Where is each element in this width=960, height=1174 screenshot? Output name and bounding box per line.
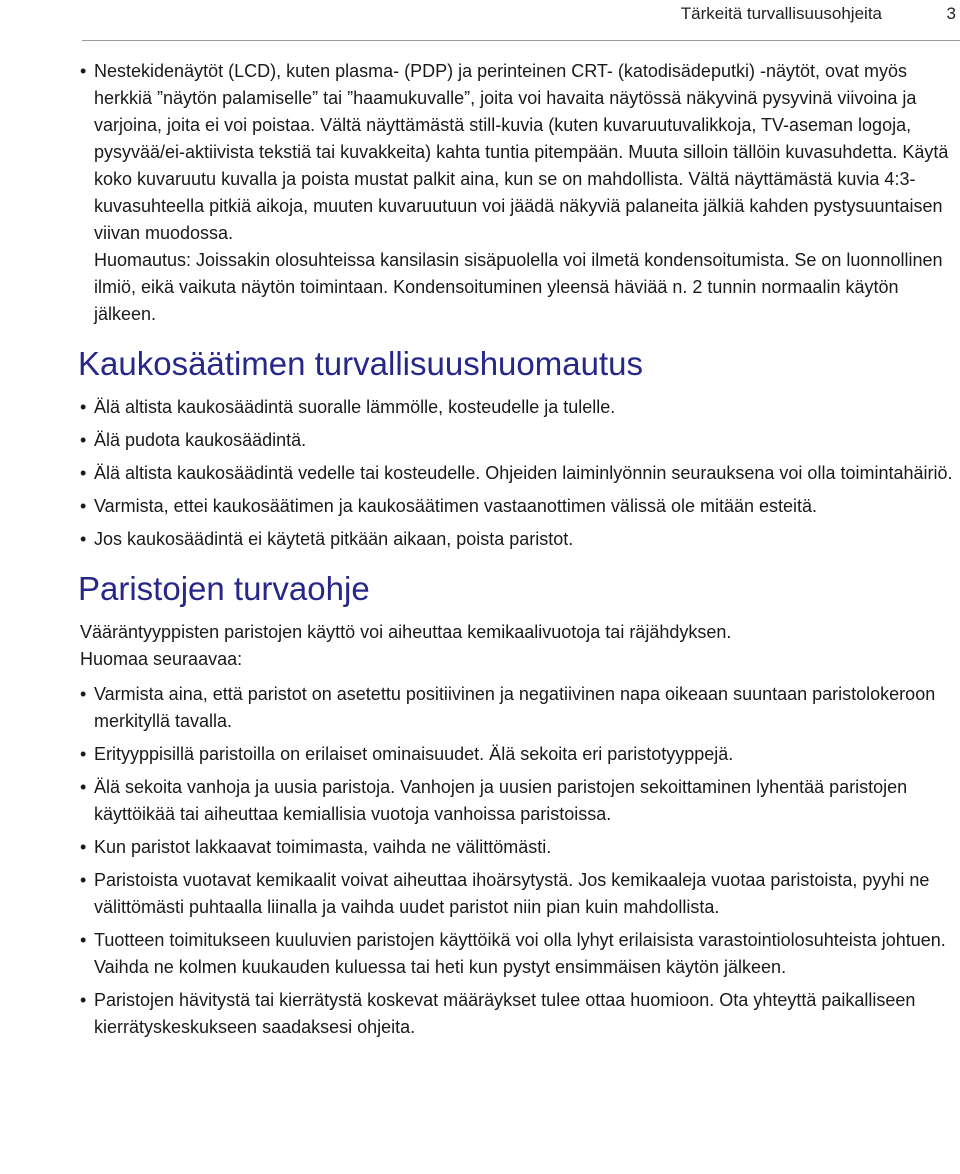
list-item (80, 526, 958, 553)
list-item (80, 741, 958, 768)
bullet-icon: • (80, 930, 87, 950)
list-item-text: Paristojen hävitystä tai kierrätystä koskevat määräykset tulee ottaa huomioon. Ota yhteyttä paikalliseen kierrätyskeskukseen saadaksesi ohjeita. (94, 990, 916, 1037)
list-item (80, 394, 958, 421)
list-item (80, 987, 958, 1041)
list-item (80, 867, 958, 921)
paragraph-text: Nestekidenäytöt (LCD), kuten plasma- (PDP) ja perinteinen CRT- (katodisädeputki) -näytöt, ovat myös herkkiä ”näytön palamiselle” tai ”haamukuvalle”, joita voi havaita näytössä näkyvinä pysyvinä viivoina ja varjoina, joita ei voi poistaa. Vältä näyttämästä still-kuvia (kuten kuvaruutuvalikkoja, TV-aseman logoja, pysyvää/ei-aktiivista tekstiä tai kuvakkeita) kahta tuntia pitempään. Muuta silloin tällöin kuvasuhdetta. Käytä koko kuvaruutu kuvalla ja poista mustat palkit aina, kun se on mahdollista. Vältä näyttämästä kuvia 4:3-kuvasuhteella pitkiä aikoja, muuten kuvaruutuun voi jäädä näkyviä palaneita jälkiä kahden pystysuuntaisen viivan muodossa. (94, 61, 949, 243)
bullet-icon: • (80, 777, 87, 797)
list-item-text: Tuotteen toimitukseen kuuluvien paristojen käyttöikä voi olla lyhyt erilaisista varastointiolosuhteista johtuen. Vaihda ne kolmen kuukauden kuluessa tai heti kun pystyt ensimmäisen käytön jälkeen. (94, 930, 946, 977)
list-item (80, 834, 958, 861)
page-number: 3 (946, 4, 956, 23)
list-item-text: Erityyppisillä paristoilla on erilaiset ominaisuudet. Älä sekoita eri paristotyyppejä. (94, 744, 734, 764)
remote-list (80, 394, 958, 553)
list-item (80, 774, 958, 828)
list-item (80, 927, 958, 981)
section-title-remote: Kaukosäätimen turvallisuushuomautus (78, 345, 643, 382)
list-item (80, 681, 958, 735)
note-text: Huomautus: Joissakin olosuhteissa kansilasin sisäpuolella voi ilmetä kondensoitumista. Se on luonnollinen ilmiö, eikä vaikuta näytön toimintaan. Kondensoituminen yleensä häviää n. 2 tunnin normaalin käytön jälkeen. (94, 250, 943, 324)
list-item (80, 427, 958, 454)
list-item-text: Älä altista kaukosäädintä vedelle tai kosteudelle. Ohjeiden laiminlyönnin seurauksena voi olla toimintahäiriö. (94, 463, 953, 483)
list-item-text: Älä altista kaukosäädintä suoralle lämmölle, kosteudelle ja tulelle. (94, 397, 616, 417)
intro-list (80, 58, 958, 328)
bullet-icon: • (80, 684, 87, 704)
bullet-icon: • (80, 870, 87, 890)
list-item (80, 58, 958, 328)
bullet-icon: • (80, 529, 87, 549)
bullet-icon: • (80, 397, 87, 417)
batteries-intro (80, 619, 958, 673)
list-item-text: Kun paristot lakkaavat toimimasta, vaihda ne välittömästi. (94, 837, 552, 857)
list-item-text: Varmista aina, että paristot on asetettu positiivinen ja negatiivinen napa oikeaan suuntaan paristolokeroon merkityllä tavalla. (94, 684, 936, 731)
bullet-icon: • (80, 463, 87, 483)
bullet-icon: • (80, 837, 87, 857)
list-item-text: Paristoista vuotavat kemikaalit voivat aiheuttaa ihoärsytystä. Jos kemikaaleja vuotaa paristoista, pyyhi ne välittömästi puhtaalla liinalla ja vaihda uudet paristot niin pian kuin mahdollista. (94, 870, 930, 917)
list-item-text: Älä sekoita vanhoja ja uusia paristoja. Vanhojen ja uusien paristojen sekoittaminen lyhentää paristojen käyttöikää tai aiheuttaa kemiallisia vuotoja vanhoissa paristoissa. (94, 777, 908, 824)
running-header (0, 0, 960, 42)
bullet-icon: • (80, 744, 87, 764)
list-item (80, 460, 958, 487)
header-title: Tärkeitä turvallisuusohjeita (680, 4, 882, 23)
header-divider (82, 40, 960, 41)
batteries-list (80, 681, 958, 1041)
list-item-text: Varmista, ettei kaukosäätimen ja kaukosäätimen vastaanottimen välissä ole mitään esteitä. (94, 496, 818, 516)
bullet-icon: • (80, 61, 87, 81)
intro-line-1: Vääräntyyppisten paristojen käyttö voi aiheuttaa kemikaalivuotoja tai räjähdyksen. (80, 622, 732, 642)
page-content (80, 58, 958, 1047)
bullet-icon: • (80, 430, 87, 450)
bullet-icon: • (80, 990, 87, 1010)
list-item-text: Jos kaukosäädintä ei käytetä pitkään aikaan, poista paristot. (94, 529, 574, 549)
section-title-batteries: Paristojen turvaohje (78, 570, 370, 607)
list-item-text: Älä pudota kaukosäädintä. (94, 430, 307, 450)
intro-line-2: Huomaa seuraavaa: (80, 649, 243, 669)
list-item (80, 493, 958, 520)
bullet-icon: • (80, 496, 87, 516)
